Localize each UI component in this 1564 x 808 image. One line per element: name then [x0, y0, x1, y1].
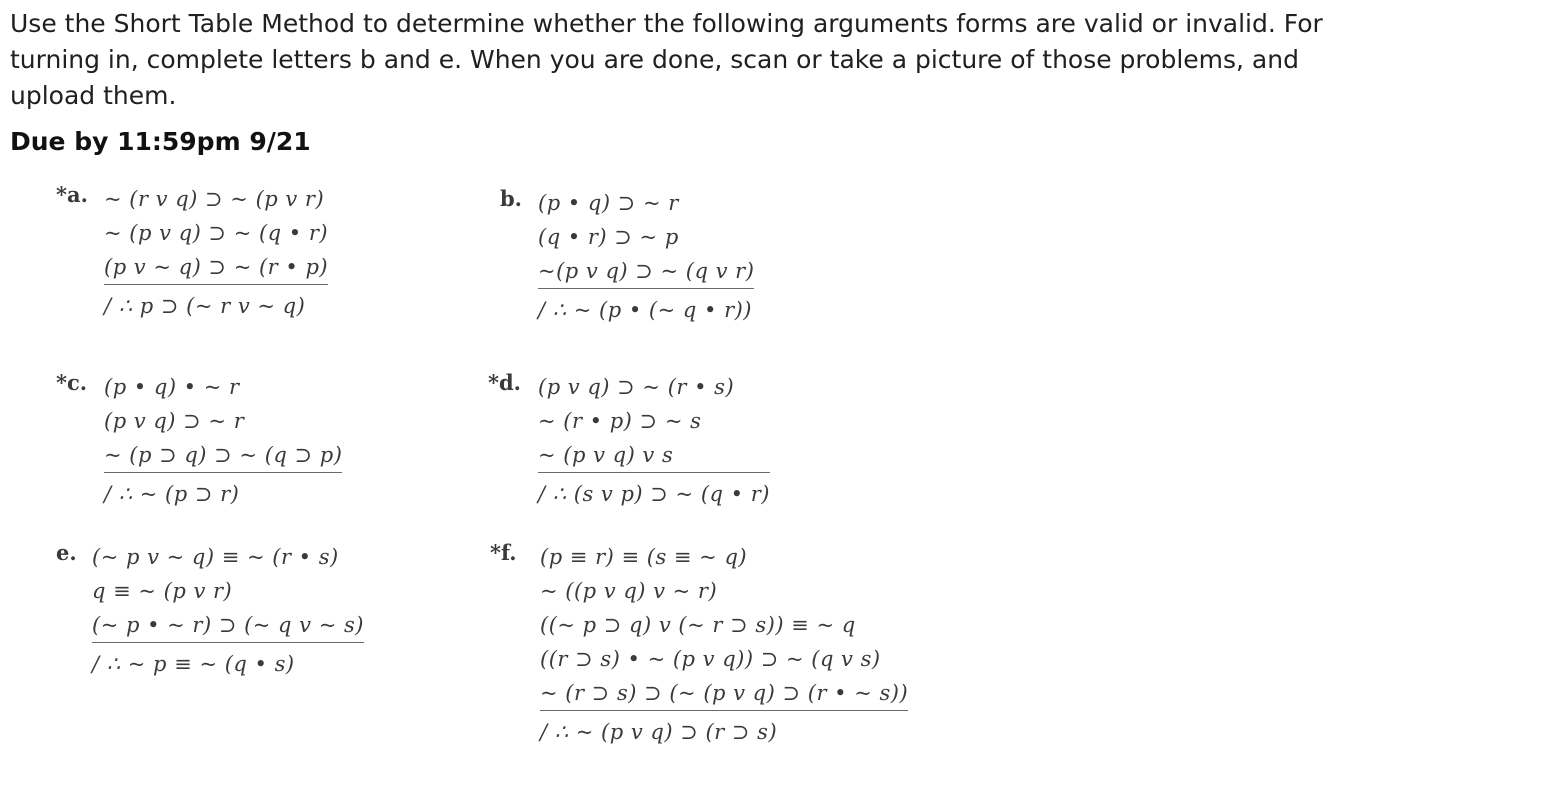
premise: ~ (p v q) ⊃ ~ (q • r) — [104, 221, 329, 245]
problem-label: *f. — [490, 540, 517, 565]
premise: ~ (r • p) ⊃ ~ s — [538, 409, 702, 433]
argument-lines — [538, 186, 754, 327]
premise: (p v q) ⊃ ~ r — [104, 409, 245, 433]
premise: (p • q) • ~ r — [104, 375, 240, 399]
premise: ((r ⊃ s) • ~ (p v q)) ⊃ ~ (q v s) — [540, 647, 881, 671]
premise: (p ≡ r) ≡ (s ≡ ~ q) — [540, 545, 748, 569]
problem-label: b. — [500, 186, 522, 211]
premise: ~(p v q) ⊃ ~ (q v r) — [538, 254, 754, 289]
premise: ~ (r ⊃ s) ⊃ (~ (p v q) ⊃ (r • ~ s)) — [540, 676, 908, 711]
conclusion: / ∴ p ⊃ (~ r v ~ q) — [104, 294, 306, 318]
conclusion: / ∴ (s v p) ⊃ ~ (q • r) — [538, 482, 770, 506]
premise: ~ (p ⊃ q) ⊃ ~ (q ⊃ p) — [104, 438, 342, 473]
premise: ~ (p v q) v s — [538, 438, 770, 473]
argument-lines — [540, 540, 908, 749]
problem-label: *c. — [56, 370, 88, 395]
argument-lines — [104, 182, 328, 323]
argument-lines — [104, 370, 342, 511]
premise: (q • r) ⊃ ~ p — [538, 225, 679, 249]
problem-label: *d. — [488, 370, 521, 395]
premise: q ≡ ~ (p v r) — [92, 579, 233, 603]
premise: ~ (r v q) ⊃ ~ (p v r) — [104, 187, 325, 211]
due-date: Due by 11:59pm 9/21 — [10, 127, 311, 156]
conclusion: / ∴ ~ (p v q) ⊃ (r ⊃ s) — [540, 720, 778, 744]
argument-lines — [538, 370, 770, 511]
premise: (~ p v ~ q) ≡ ~ (r • s) — [92, 545, 339, 569]
premise: (p v ~ q) ⊃ ~ (r • p) — [104, 250, 328, 285]
premise: (p v q) ⊃ ~ (r • s) — [538, 375, 735, 399]
premise: (p • q) ⊃ ~ r — [538, 191, 679, 215]
premise: (~ p • ~ r) ⊃ (~ q v ~ s) — [92, 608, 364, 643]
problem-label: *a. — [56, 182, 88, 207]
instructions-text: Use the Short Table Method to determine whether the following arguments forms are valid or invalid. For turning in, complete letters b and e. When you are done, scan or take a picture of those problems, and upload them. — [10, 9, 1323, 110]
conclusion: / ∴ ~ (p • (~ q • r)) — [538, 298, 752, 322]
conclusion: / ∴ ~ (p ⊃ r) — [104, 482, 240, 506]
conclusion: / ∴ ~ p ≡ ~ (q • s) — [92, 652, 295, 676]
premise: ~ ((p v q) v ~ r) — [540, 579, 718, 603]
argument-lines — [92, 540, 364, 681]
problem-label: e. — [56, 540, 77, 565]
premise: ((~ p ⊃ q) v (~ r ⊃ s)) ≡ ~ q — [540, 613, 856, 637]
